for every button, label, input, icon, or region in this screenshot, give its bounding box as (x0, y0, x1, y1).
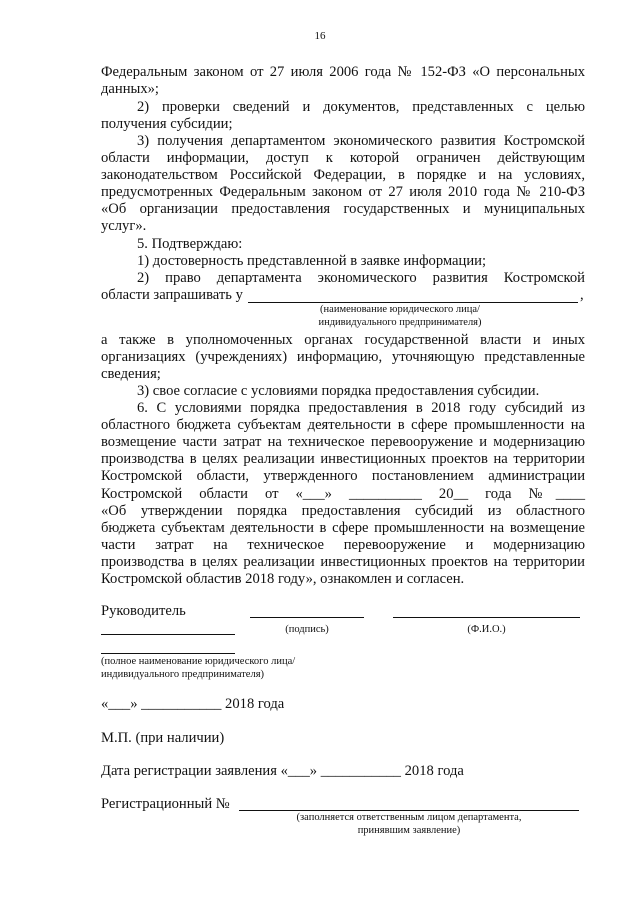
date-line: «___» ___________ 2018 года (101, 696, 285, 712)
text-line: 3) получения департаментом экономического развития Костромской (137, 133, 585, 149)
text-line: предусмотренных Федеральным законом от 27 июля 2010 года № 210-ФЗ (101, 184, 585, 200)
text-line: 1) достоверность представленной в заявке информации; (137, 253, 487, 269)
stamp-note: М.П. (при наличии) (101, 730, 225, 746)
signature-line (250, 617, 364, 618)
text-line: законодательством Российской Федерации, в порядке и на условиях, (101, 167, 585, 183)
text-line: производства в целях реализации инвестиционных проектов на территории (101, 451, 585, 467)
text-line: организациях (учреждениях) информацию, уточняющую представленные (101, 349, 585, 365)
registration-caption: принявшим заявление) (357, 825, 461, 836)
text-line: сведения; (101, 366, 161, 382)
comma: , (580, 287, 584, 303)
registration-caption: (заполняется ответственным лицом департамента, (296, 812, 522, 823)
section-heading: 5. Подтверждаю: (137, 236, 243, 252)
text-line: услуг». (101, 218, 147, 234)
text-line: области информации, доступ к которой ограничен действующим (101, 150, 585, 166)
text-line: части затрат на техническое перевооружение и модернизацию (101, 537, 585, 553)
text-line: 3) свое согласие с условиями порядка предоставления субсидии. (137, 383, 540, 399)
text-line: а также в уполномоченных органах государственной власти и иных (101, 332, 585, 348)
field-caption: индивидуального предпринимателя) (318, 317, 482, 328)
field-caption: (наименование юридического лица/ (320, 304, 480, 315)
head-label: Руководитель (101, 603, 186, 619)
text-line: Федеральным законом от 27 июля 2006 года № 152-ФЗ «О персональных (101, 64, 585, 80)
text-line: 6. С условиями порядка предоставления в 2018 году субсидий из (137, 400, 585, 416)
text-line: производства в целях реализации инвестиционных проектов на территории (101, 554, 585, 570)
text-line: 2) проверки сведений и документов, представленных с целью (137, 99, 585, 115)
organization-caption: индивидуального предпринимателя) (101, 669, 265, 680)
text-line: получения субсидии; (101, 116, 233, 132)
text-line: Костромской области от «___» __________ 20__ года №____ (101, 486, 585, 502)
text-line: «Об организации предоставления государственных и муниципальных (101, 201, 585, 217)
text-line: Костромской областив 2018 году», ознакомлен и согласен. (101, 571, 465, 587)
page-number: 16 (314, 30, 326, 42)
text-line: данных»; (101, 81, 159, 97)
organization-caption: (полное наименование юридического лица/ (101, 656, 296, 667)
organization-line (101, 653, 235, 654)
text-line: Костромской области, утвержденного постановлением администрации (101, 468, 585, 484)
position-line (101, 634, 235, 635)
registration-date: Дата регистрации заявления «___» ___________ 2018 года (101, 763, 464, 779)
text-line: «Об утверждении порядка предоставления субсидий из областного (101, 503, 585, 519)
full-name-caption: (Ф.И.О.) (467, 624, 506, 635)
text-line: возмещение части затрат на техническое перевооружение и модернизацию (101, 434, 585, 450)
text-line: 2) право департамента экономического развития Костромской (137, 270, 585, 286)
text-line: области запрашивать у (101, 287, 243, 303)
text-line: бюджета субъектам деятельности в сфере промышленности на возмещение (101, 520, 585, 536)
text-line: областного бюджета субъектам деятельности в сфере промышленности на (101, 417, 585, 433)
registration-number-label: Регистрационный № (101, 796, 230, 812)
signature-caption: (подпись) (285, 624, 329, 635)
full-name-line (393, 617, 580, 618)
